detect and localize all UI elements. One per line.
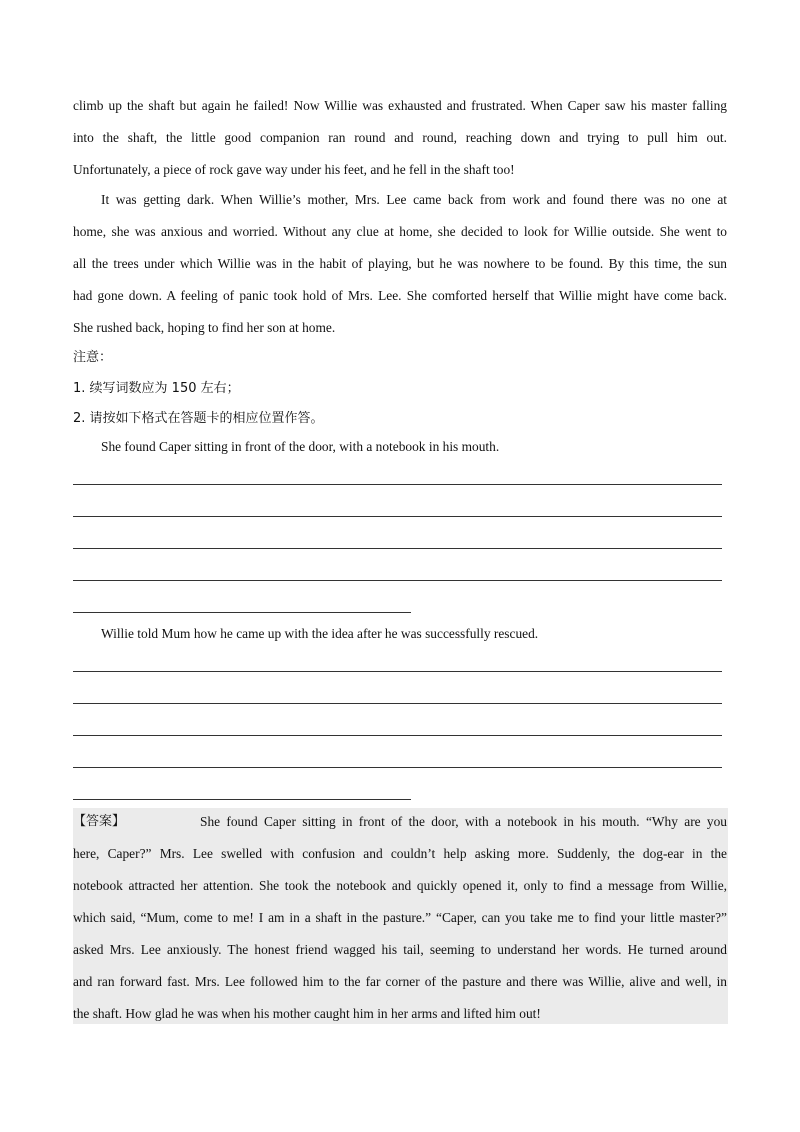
answer-tag: 【答案】 (73, 814, 126, 829)
writing-line (73, 484, 722, 485)
passage-line: home, she was anxious and worried. Without any clue at home, she decided to look for Willie outside. She went to (73, 224, 727, 239)
answer-line: here, Caper?” Mrs. Lee swelled with confusion and couldn’t help asking more. Suddenly, the dog-ear in the (73, 846, 727, 861)
answer-line: notebook attracted her attention. She took the notebook and quickly opened it, only to find a message from Willie, (73, 878, 727, 893)
answer-line: the shaft. How glad he was when his mother caught him in her arms and lifted him out! (73, 1006, 541, 1021)
notes-item: 2. 请按如下格式在答题卡的相应位置作答。 (73, 411, 324, 426)
writing-line (73, 516, 722, 517)
writing-line (73, 703, 722, 704)
continuation-prompt-1: She found Caper sitting in front of the door, with a notebook in his mouth. (101, 439, 500, 454)
writing-line (73, 735, 722, 736)
passage-line: climb up the shaft but again he failed! Now Willie was exhausted and frustrated. When Caper saw his master falling (73, 98, 727, 113)
passage-line: It was getting dark. When Willie’s mother, Mrs. Lee came back from work and found there was no one at (101, 192, 727, 207)
writing-line (73, 548, 722, 549)
writing-line (73, 799, 411, 800)
answer-line: She found Caper sitting in front of the door, with a notebook in his mouth. “Why are you (200, 814, 727, 829)
passage-line: Unfortunately, a piece of rock gave way under his feet, and he fell in the shaft too! (73, 162, 515, 177)
passage-line: into the shaft, the little good companion ran round and round, reaching down and trying to pull him out. (73, 130, 727, 145)
writing-line (73, 767, 722, 768)
answer-line: and ran forward fast. Mrs. Lee followed him to the far corner of the pasture and there was Willie, alive and well, in (73, 974, 727, 989)
passage-line: all the trees under which Willie was in the habit of playing, but he was nowhere to be found. By this time, the sun (73, 256, 727, 271)
notes-item: 1. 续写词数应为 150 左右； (73, 381, 240, 396)
passage-line: had gone down. A feeling of panic took hold of Mrs. Lee. She comforted herself that Willie might have come back. (73, 288, 727, 303)
passage-line: She rushed back, hoping to find her son at home. (73, 320, 336, 335)
answer-line: which said, “Mum, come to me! I am in a shaft in the pasture.” “Caper, can you take me to find your little master?” (73, 910, 727, 925)
writing-line (73, 671, 722, 672)
writing-line (73, 580, 722, 581)
notes-heading: 注意： (73, 350, 113, 365)
writing-line (73, 612, 411, 613)
continuation-prompt-2: Willie told Mum how he came up with the idea after he was successfully rescued. (101, 626, 539, 641)
answer-line: asked Mrs. Lee anxiously. The honest friend wagged his tail, seeming to understand her words. He turned around (73, 942, 727, 957)
